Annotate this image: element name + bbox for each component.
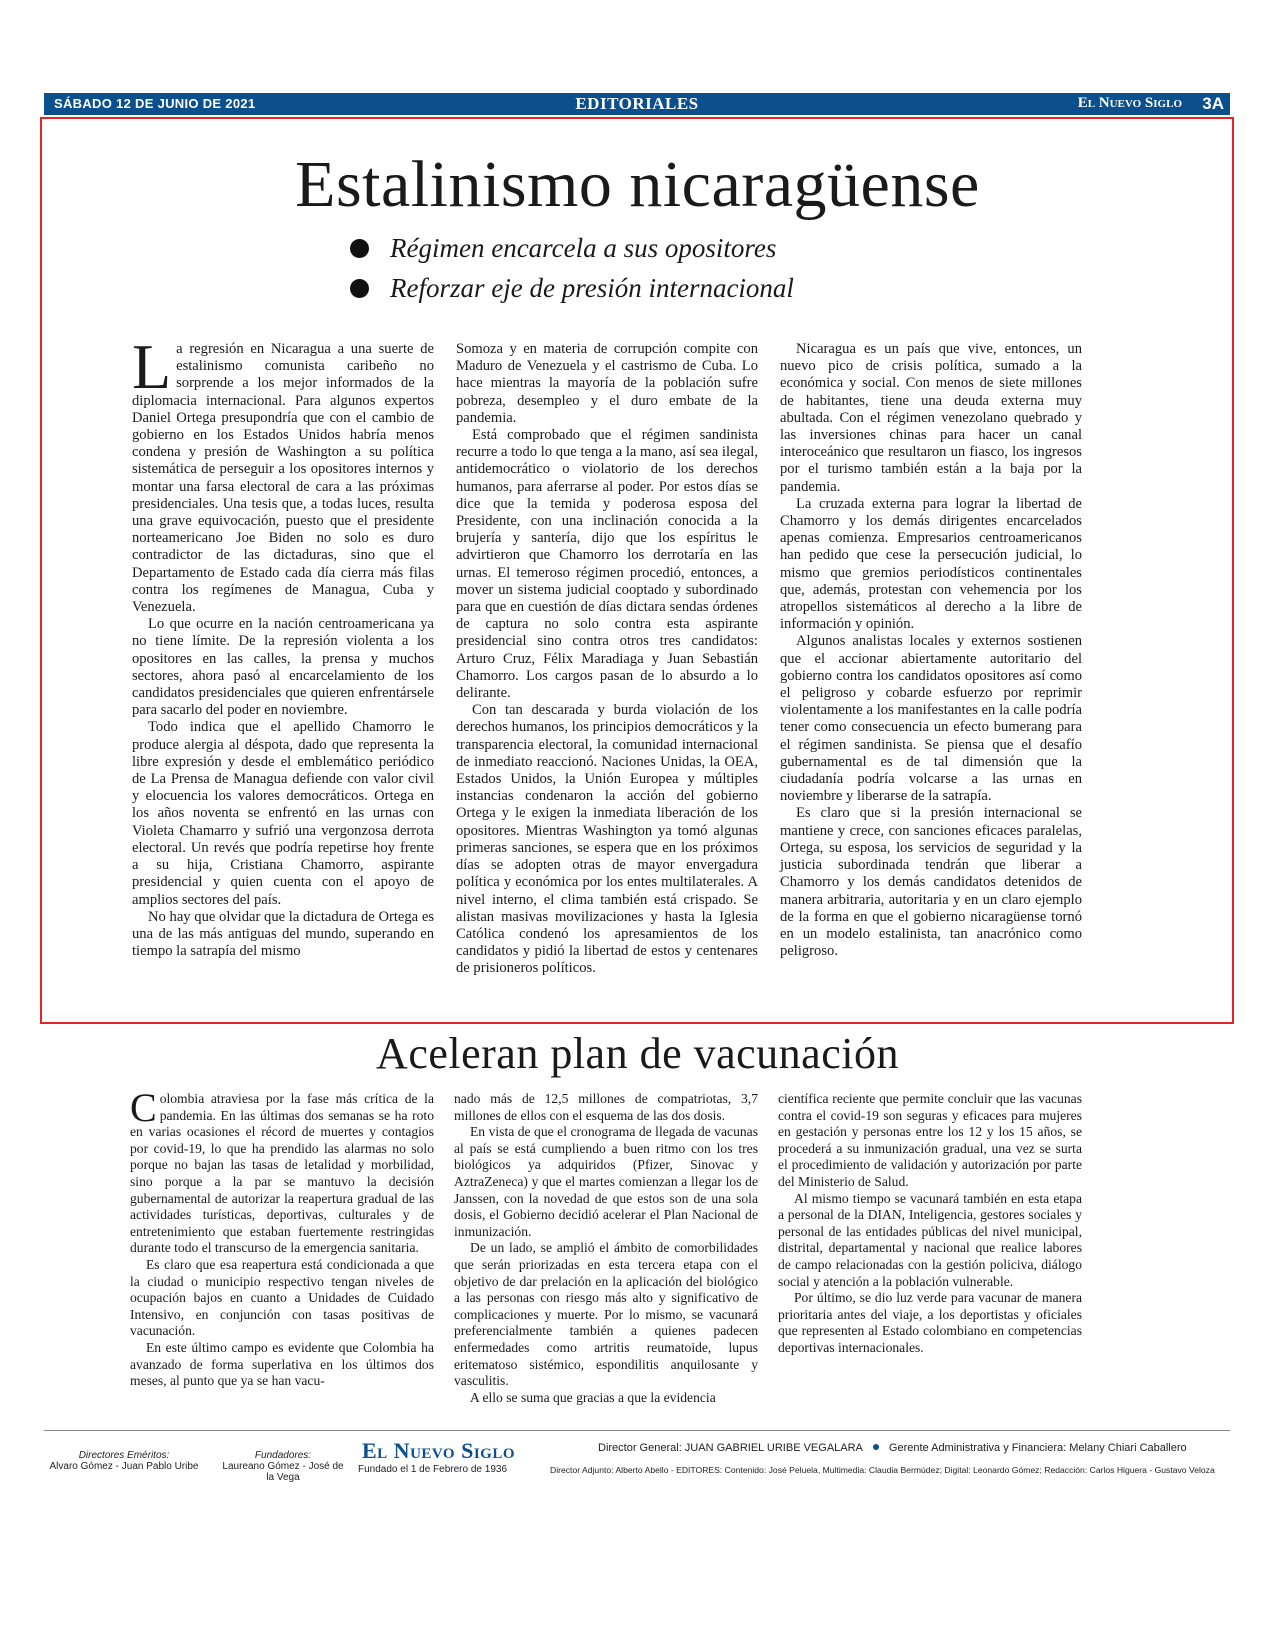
newspaper-name: El Nuevo Siglo bbox=[1077, 95, 1182, 111]
paragraph: La regresión en Nicaragua a una suerte de estalinismo comunista caribeño no sorprende a los mejor informados de la diplomacia internacional. Para algunos expertos Daniel Ortega presupondría que con el cambio de gobierno en los Estados Unidos habría menos condena y presión de Washington a su política sistemática de perseguir a los opositores internos y montar una farsa electoral de cara a las próximas presidenciales. Una tesis que, a todas luces, resulta una grave equivocación, puesto que el presidente norteamericano Joe Biden no solo es duro contradictor de las dictaduras, sino que el Departamento de Estado cada día cierra más filas contra los regímenes de Managua, Cuba y Venezuela. bbox=[132, 331, 434, 616]
drop-cap: C bbox=[130, 1085, 157, 1130]
bullet-separator-icon bbox=[873, 1444, 879, 1450]
page-number: 3A bbox=[1202, 94, 1224, 113]
founded-date: Fundado el 1 de Febrero de 1936 bbox=[358, 1464, 507, 1475]
bullet-item bbox=[350, 228, 794, 268]
second-column-3 bbox=[778, 1091, 1082, 1357]
section-name: EDITORIALES bbox=[575, 94, 699, 113]
bullet-text: Reforzar eje de presión internacional bbox=[390, 272, 794, 303]
paragraph: En vista de que el cronograma de llegada de vacunas al país se está cumpliendo a buen ritmo con los tres biológicos ya adquiridos (Pfizer, Sinovac y AztraZeneca) y que el martes comienzan a llegar los de Janssen, con la novedad de que estos son de una sola dosis, el Gobierno decidió acelerar el Plan Nacional de inmunización. bbox=[454, 1124, 758, 1239]
paragraph: Colombia atraviesa por la fase más crítica de la pandemia. En las últimas dos semanas se ha roto en varias ocasiones el récord de muertes y contagios por covid-19, lo que ha prendido las alarmas no solo porque no bajan las tasas de letalidad y morbilidad, sino porque a la par se mantuvo la decisión gubernamental de autorizar la reapertura gradual de las actividades turísticas, deportivas, culturales y de entretenimiento que estaban fuertemente restringidas durante todo el transcurso de la emergencia sanitaria. bbox=[130, 1085, 434, 1256]
staff-credits: Director Adjunto: Alberto Abello - EDITORES: Contenido: José Peluela, Multimedia: Claudia Bermúdez; Digital: Leonardo Gómez; Redacción: Carlos Higuera - Gustavo Veloza bbox=[550, 1465, 1215, 1475]
second-editorial-title: Aceleran plan de vacunación bbox=[376, 1029, 899, 1078]
bullet-item bbox=[350, 268, 794, 308]
bullet-dot-icon bbox=[350, 279, 369, 298]
paragraph: Con tan descarada y burda violación de los derechos humanos, los principios democráticos y la transparencia electoral, la comunidad internacional de inmediato reaccionó. Naciones Unidas, la OEA, Estados Unidos, la Unión Europea y múltiples instancias condenaron la acción del gobierno Ortega y le exigen la inmediata liberación de los opositores. Mientras Washington ya tomó algunas primeras sanciones, se espera que en los próximos días se adopten otras de mayor envergadura política y económica por los entes multilaterales. A nivel interno, el clima también está crispado. Se alistan masivas movilizaciones y hasta la Iglesia Católica condenó los apresamientos de los candidatos y pidió la libertad de estos y centenares de prisioneros políticos. bbox=[456, 702, 758, 977]
paragraph: La cruzada externa para lograr la libertad de Chamorro y los demás dirigentes encarcelados apenas comienza. Empresarios centroamericanos han pedido que cese la persecución judicial, lo mismo que gremios periodísticos continentales que, además, protestan con vehemencia por los atropellos sistemáticos al derecho a la libre de información y opinión. bbox=[780, 495, 1082, 633]
main-editorial-title: Estalinismo nicaragüense bbox=[295, 148, 980, 221]
paragraph: Todo indica que el apellido Chamorro le produce alergia al déspota, dado que representa la libre expresión y desde el emblemático periódico de La Prensa de Managua defiende con valor civil y elocuencia los valores democráticos. Ortega en los años noventa se enfrentó en las urnas con Violeta Chamarro y sufrió una vergonzosa derrota electoral. Un revés que podría repetirse hoy frente a su hija, Cristiana Chamorro, aspirante presidencial y quien cuenta con el apoyo de amplios sectores del país. bbox=[132, 719, 434, 908]
paragraph: Es claro que esa reapertura está condicionada a que la ciudad o municipio respectivo tengan niveles de ocupación bajos en cuanto a Unidades de Cuidado Intensivo, en conjunción con tasas positivas de vacunación. bbox=[130, 1256, 434, 1339]
paragraph: Al mismo tiempo se vacunará también en esta etapa a personal de la DIAN, Inteligencia, gestores sociales y personal de las entidades públicas del nivel municipal, distrital, departamental y nacional que realice labores de campo relacionadas con la gestión policiva, diálogo social y atención a la población vulnerable. bbox=[778, 1190, 1082, 1289]
paragraph: Por último, se dio luz verde para vacunar de manera prioritaria antes del viaje, a los deportistas y oficiales que representen al Estado colombiano en competencias deportivas internacionales. bbox=[778, 1290, 1082, 1355]
main-column-3 bbox=[780, 341, 1082, 960]
drop-cap: L bbox=[132, 331, 172, 402]
paragraph: Algunos analistas locales y externos sostienen que el accionar abiertamente autoritario del gobierno contra los candidatos opositores así como el peligroso y cobarde esfuerzo por reprimir violentamente a los manifestantes en la calle podría tener como consecuencia un efecto bumerang para el régimen sandinista. Se piensa que el desafío gubernamental es de tal dimensión que la ciudadanía podría volcarse a las urnas en noviembre y liberarse de la satrapía. bbox=[780, 633, 1082, 805]
paragraph: A ello se suma que gracias a que la evidencia bbox=[470, 1389, 716, 1405]
paragraph: Es claro que si la presión internacional se mantiene y crece, con sanciones eficaces paralelas, Ortega, su esposa, los servicios de seguridad y la justicia subordinada tendrán que liberar a Chamorro y los demás candidatos detenidos de manera arbitraria, autoritaria y en un claro ejemplo de la forma en que el gobierno nicaragüense tornó en un modelo estalinista, tan anacrónico como peligroso. bbox=[780, 805, 1082, 960]
fundadores: Fundadores: Laureano Gómez - José de la Vega bbox=[222, 1450, 344, 1483]
main-editorial-bullets bbox=[350, 228, 794, 308]
bullet-dot-icon bbox=[350, 239, 369, 258]
issue-date: SÁBADO 12 DE JUNIO DE 2021 bbox=[54, 96, 256, 111]
page-header bbox=[44, 93, 1230, 115]
gerente: Gerente Administrativa y Financiera: Melany Chiari Caballero bbox=[888, 1442, 1187, 1454]
director-general: Director General: JUAN GABRIEL URIBE VEGALARA bbox=[598, 1442, 863, 1454]
directores-emeritos: Directores Eméritos: Alvaro Gómez - Juan Pablo Uribe bbox=[49, 1450, 199, 1472]
paragraph: En este último campo es evidente que Colombia ha avanzado de forma superlativa en los últimos dos meses, al punto que ya se han vacu- bbox=[130, 1339, 434, 1389]
footer-divider bbox=[44, 1430, 1230, 1431]
paragraph: Somoza y en materia de corrupción compite con Maduro de Venezuela y el castrismo de Cuba. Lo hace mientras la mayoría de la población sufre pobreza, desempleo y el duro embate de la pandemia. bbox=[456, 341, 758, 426]
paragraph: Nicaragua es un país que vive, entonces, un nuevo pico de crisis política, sumado a la económica y social. Con menos de siete millones de habitantes, tiene una deuda externa muy abultada. Con el régimen venezolano quebrado y las inversiones chinas para hacer un canal interoceánico que resultaron un fiasco, los ingresos por el turismo también están a la baja por la pandemia. bbox=[780, 341, 1082, 495]
newspaper-logo: El Nuevo Siglo bbox=[362, 1438, 516, 1463]
paragraph: científica reciente que permite concluir que las vacunas contra el covid-19 son seguras y eficaces para mujeres en gestación y personas entre los 12 y los 15 años, se procederá a su inmunización gradual, una vez se surta el procedimiento de validación y autorización por parte del Ministerio de Salud. bbox=[778, 1091, 1082, 1189]
second-column-1 bbox=[130, 1085, 434, 1390]
paragraph: nado más de 12,5 millones de compatriotas, 3,7 millones de ellos con el esquema de las dos dosis. bbox=[454, 1091, 758, 1123]
paragraph: Lo que ocurre en la nación centroamericana ya no tiene límite. De la represión violenta a los opositores en las calles, la prensa y muchos sectores, ahora pasó al encarcelamiento de los candidatos presidenciales que quieren enfrentársele para sacarlo del poder en noviembre. bbox=[132, 616, 434, 719]
bullet-text: Régimen encarcela a sus opositores bbox=[390, 232, 777, 263]
paragraph: De un lado, se amplió el ámbito de comorbilidades que serán priorizadas en esta tercera etapa con el objetivo de dar prelación en la aplicación del biológico a las personas con riesgo más alto y significativo de complicaciones y muerte. Por lo mismo, se vacunará preferencialmente también a quienes padecen enfermedades como artritis reumatoide, lupus eritematoso sistémico, espondilitis anquilosante y vasculitis. bbox=[454, 1240, 758, 1389]
paragraph: Está comprobado que el régimen sandinista recurre a todo lo que tenga a la mano, así sea ilegal, antidemocrático o violatorio de los derechos humanos, para aferrarse al poder. Por estos días se dice que la temida y poderosa esposa del Presidente, con una inclinación conocida a la brujería y santería, dijo que los espíritus le advirtieron que Chamorro los derrotaría en las urnas. El temeroso régimen procedió, entonces, a mover un sistema judicial cooptado y subordinado para que en cuestión de días dictara sendas órdenes de captura no solo contra esta aspirante presidencial sino contra otros tres candidatos: Arturo Cruz, Félix Maradiaga y Juan Sebastián Chamorro. Los cargos pasan de lo absurdo a lo delirante. bbox=[456, 427, 758, 702]
second-column-2 bbox=[454, 1091, 758, 1406]
main-column-1 bbox=[132, 331, 434, 960]
director-line bbox=[598, 1442, 1187, 1454]
main-column-2 bbox=[456, 341, 758, 978]
paragraph: No hay que olvidar que la dictadura de Ortega es una de las más antiguas del mundo, superando en tiempo la satrapía del mismo bbox=[132, 908, 434, 960]
